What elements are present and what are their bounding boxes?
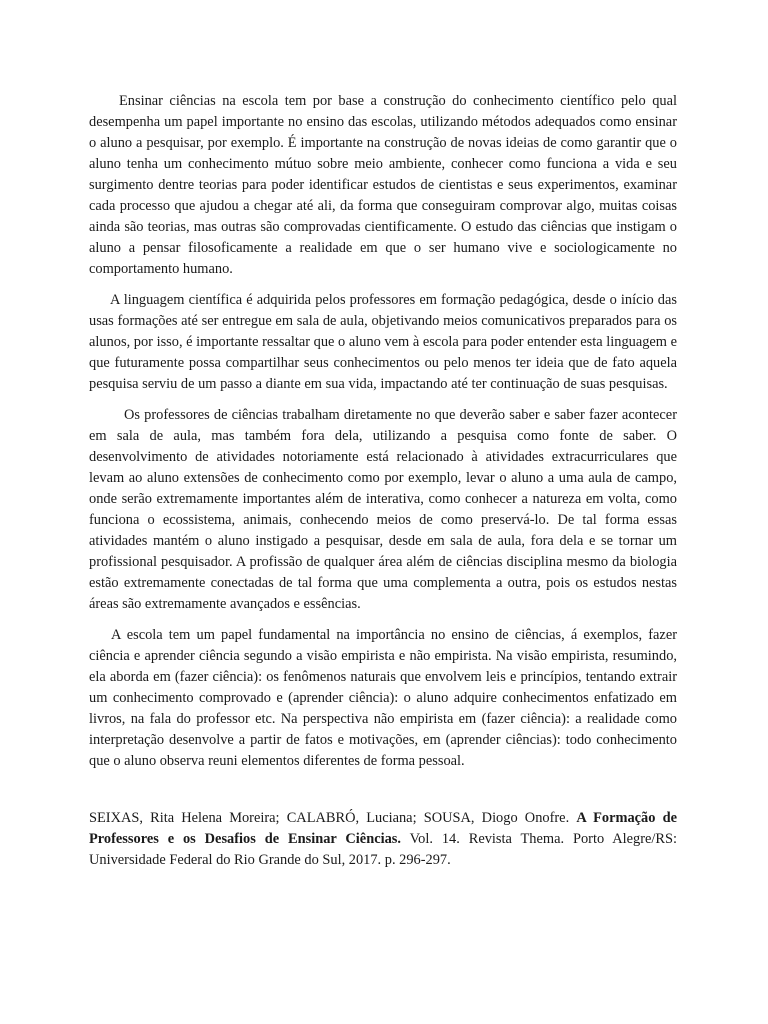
reference-title: A Formação de Professores e os Desafios de Ensinar Ciências. (89, 810, 677, 847)
paragraph-3: Os professores de ciências trabalham diretamente no que deverão saber e saber fazer acontecer em sala de aula, mas também fora dela, utilizando a pesquisa como fonte de saber. O desenvolvimento de atividades notoriamente está relacionado à atividades extracurriculares que levam ao aluno extensões de conhecimento como por exemplo, levar o aluno a uma aula de campo, onde serão extremamente importantes além de interativa, como conhecer a natureza em volta, como funciona o ecossistema, animais, conhecendo meios de como preservá-lo. De tal forma essas atividades mantém o aluno instigado a pesquisar, desde em sala de aula, fora dela e se tornar um profissional pesquisador. A profissão de qualquer área além de ciências disciplina mesmo da biologia estão extremamente conectadas de tal forma que uma complementa a outra, pois os estudos nestas áreas são extremamente avançados e essências. (89, 407, 677, 612)
paragraph-1: Ensinar ciências na escola tem por base a construção do conhecimento científico pelo qual desempenha um papel importante no ensino das escolas, utilizando métodos adequados como ensinar o aluno a pesquisar, por exemplo. É importante na construção de novas ideias de como garantir que o aluno tenha um conhecimento mútuo sobre meio ambiente, conhecer como funciona a vida e seu surgimento dentre teorias para poder identificar estudos de cientistas e seus experimentos, examinar cada processo que ajudou a chegar até ali, da forma que conseguiram comprovar algo, muitas coisas ainda são teorias, mas outras são comprovadas cientificamente. O estudo das ciências que instigam o aluno a pensar filosoficamente a realidade em que o ser humano vive e sociologicamente no comportamento humano. (89, 93, 677, 277)
paragraph-2: A linguagem científica é adquirida pelos professores em formação pedagógica, desde o início das usas formações até ser entregue em sala de aula, objetivando meios comunicativos preparados para os alunos, por isso, é importante ressaltar que o aluno vem à escola para poder entender esta linguagem e que futuramente possa compartilhar seus conhecimentos ou pelo menos ter ideia que de fato aquela pesquisa serviu de um passo a diante em sua vida, impactando até ter continuação de suas pesquisas. (89, 292, 677, 392)
bibliographic-reference (89, 808, 677, 871)
reference-authors: SEIXAS, Rita Helena Moreira; CALABRÓ, Luciana; SOUSA, Diogo Onofre. (89, 810, 577, 826)
document-page (89, 91, 677, 871)
reference-details: Vol. 14. Revista Thema. Porto Alegre/RS: Universidade Federal do Rio Grande do Sul, 2017. p. 296-297. (89, 831, 677, 868)
paragraph-4: A escola tem um papel fundamental na importância no ensino de ciências, á exemplos, fazer ciência e aprender ciência segundo a visão empirista e não empirista. Na visão empirista, resumindo, ela aborda em (fazer ciência): os fenômenos naturais que envolvem leis e princípios, tentando extrair um conhecimento comprovado e (aprender ciência): o aluno adquire conhecimentos enfatizado em livros, na fala do professor etc. Na perspectiva não empirista em (fazer ciência): a realidade como interpretação desenvolve a partir de fatos e motivações, em (aprender ciências): todo conhecimento que o aluno observa reuni elementos diferentes de forma pessoal. (89, 627, 677, 769)
